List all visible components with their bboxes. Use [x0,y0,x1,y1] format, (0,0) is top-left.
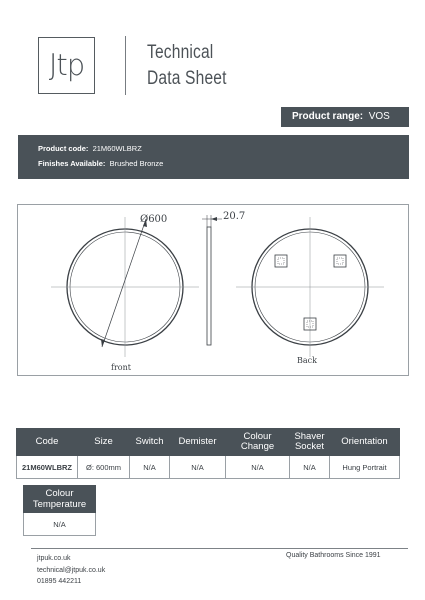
title-line-1: Technical [147,42,214,63]
table-row [17,456,400,479]
header-demister: Demister [170,429,226,456]
side-profile-body [207,227,211,345]
footer-email[interactable]: technical@jtpuk.co.uk [37,566,106,574]
cell-demister: N/A [170,456,226,479]
product-code-value: 21M60WLBRZ [92,144,142,153]
cell-switch: N/A [130,456,170,479]
footer-divider [31,548,408,549]
table-row [24,513,96,536]
cell-size: Ø: 600mm [78,456,130,479]
cell-orientation: Hung Portrait [330,456,400,479]
logo-text: Jtp [48,48,85,82]
header-colour-change: Colour Change [226,429,290,456]
diameter-leader [102,219,146,347]
cell-colour-temperature: N/A [24,513,96,536]
finishes-label: Finishes Available: [38,159,106,168]
back-caption: Back [297,356,317,365]
back-view [236,217,384,357]
technical-drawing [17,204,409,376]
product-range-bar [281,107,409,127]
product-info-block [18,135,409,179]
product-range-label: Product range: [292,111,364,122]
header-size: Size [78,429,130,456]
diameter-label: Ø600 [140,214,168,225]
header-code: Code [17,429,78,456]
footer-tagline: Quality Bathrooms Since 1991 [286,552,381,559]
cell-shaver-socket: N/A [290,456,330,479]
spec-table-header-row [17,429,400,456]
header-divider [125,36,126,95]
header-orientation: Orientation [330,429,400,456]
mounting-bracket-left [275,255,287,267]
finishes-line [38,156,409,171]
front-view [51,217,199,357]
jtp-logo [38,37,95,94]
footer-phone: 01895 442211 [37,578,82,585]
footer-contact [37,553,105,588]
cell-colour-change: N/A [226,456,290,479]
mounting-bracket-right [334,255,346,267]
spec-table [16,428,400,479]
product-range-value: VOS [368,111,390,122]
cell-code: 21M60WLBRZ [17,456,78,479]
side-profile-view [202,215,222,345]
depth-label: 20.7 [223,211,246,222]
document-title [147,40,227,92]
diameter-arrow-lower [101,339,105,347]
front-caption: front [111,363,131,372]
product-code-label: Product code: [38,144,89,153]
depth-arrow [211,217,217,221]
title-line-2: Data Sheet [147,68,227,89]
finishes-value: Brushed Bronze [109,159,164,168]
footer-website[interactable]: jtpuk.co.uk [37,555,71,562]
mounting-bracket-left-inner [278,258,284,264]
mounting-bracket-right-inner [337,258,343,264]
product-code-line [38,141,409,156]
drawing-svg [18,205,410,377]
header-shaver-socket: Shaver Socket [290,429,330,456]
header-colour-temperature: Colour Temperature [24,486,96,513]
colour-temperature-table [23,485,96,536]
header-switch: Switch [130,429,170,456]
colour-temperature-header-row [24,486,96,513]
